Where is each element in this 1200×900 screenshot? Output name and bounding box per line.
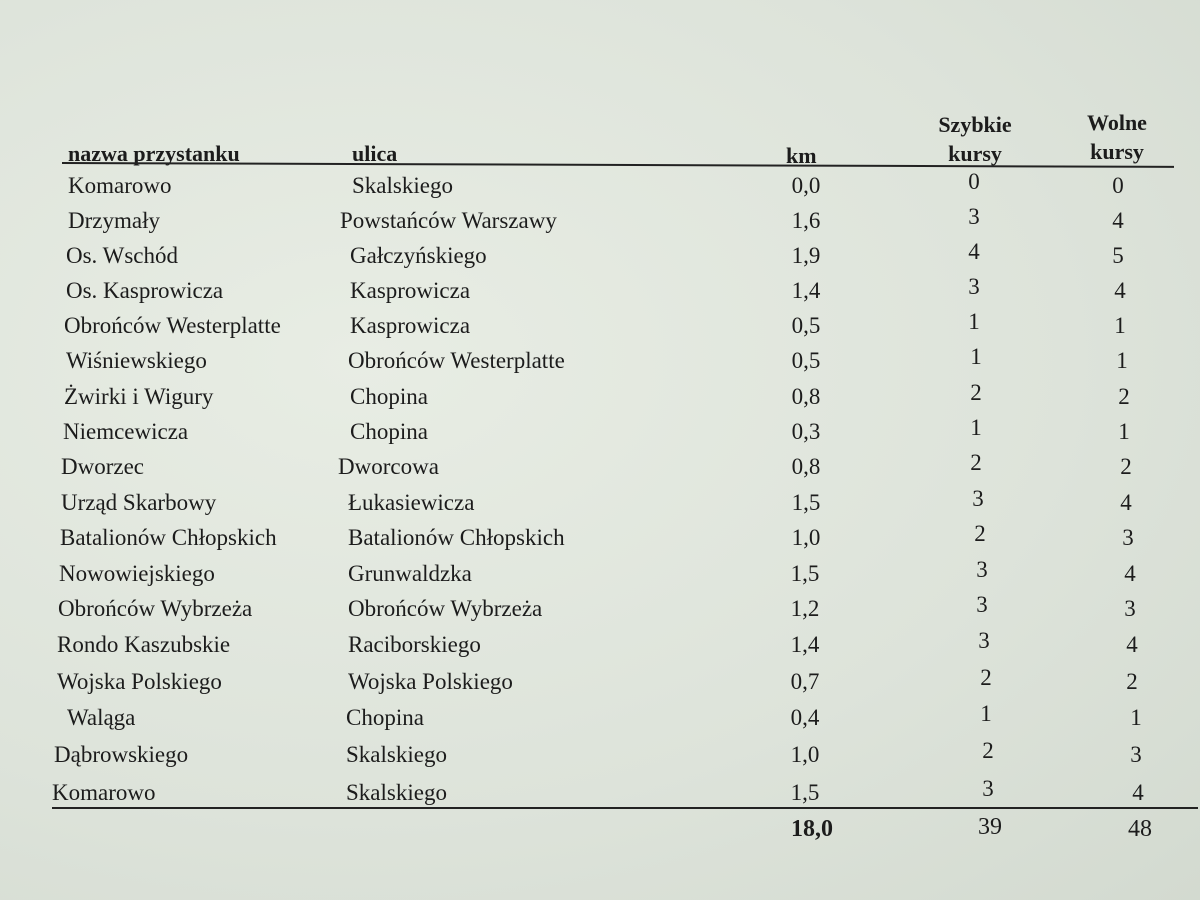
fast-trips-cell: 1 bbox=[968, 309, 980, 334]
fast-trips-cell: 2 bbox=[982, 738, 994, 763]
stop-name-cell: Os. Wschód bbox=[66, 243, 179, 268]
street-cell: Chopina bbox=[350, 384, 428, 409]
km-cell: 0,7 bbox=[790, 669, 820, 694]
header-street: ulica bbox=[352, 141, 398, 166]
stop-name-cell: Rondo Kaszubskie bbox=[57, 632, 231, 657]
fast-trips-cell: 3 bbox=[968, 274, 980, 299]
street-cell: Grunwaldzka bbox=[348, 561, 472, 586]
stop-name-cell: Drzymały bbox=[68, 208, 160, 233]
fast-trips-cell: 3 bbox=[978, 628, 990, 653]
km-cell: 1,4 bbox=[791, 278, 821, 303]
fast-trips-cell: 2 bbox=[974, 521, 986, 546]
slow-trips-cell: 3 bbox=[1122, 525, 1134, 550]
total-fast: 39 bbox=[978, 814, 1002, 840]
header-slow-line2: kursy bbox=[1090, 139, 1144, 164]
slow-trips-cell: 4 bbox=[1114, 278, 1126, 303]
fast-trips-cell: 2 bbox=[970, 450, 982, 475]
fast-trips-cell: 1 bbox=[970, 415, 982, 440]
slow-trips-cell: 1 bbox=[1118, 419, 1130, 444]
street-cell: Wojska Polskiego bbox=[348, 669, 513, 694]
header-slow-line1: Wolne bbox=[1087, 110, 1147, 135]
km-cell: 1,5 bbox=[791, 490, 821, 515]
fast-trips-cell: 3 bbox=[976, 557, 988, 582]
stop-name-cell: Waląga bbox=[67, 705, 136, 730]
total-km: 18,0 bbox=[791, 816, 833, 842]
stop-name-cell: Wojska Polskiego bbox=[57, 669, 222, 694]
street-cell: Skalskiego bbox=[352, 173, 453, 198]
fast-trips-cell: 2 bbox=[980, 665, 992, 690]
km-cell: 1,4 bbox=[790, 632, 820, 657]
slow-trips-cell: 2 bbox=[1126, 669, 1138, 694]
slow-trips-cell: 4 bbox=[1120, 490, 1132, 515]
slow-trips-cell: 4 bbox=[1126, 632, 1138, 657]
slow-trips-cell: 2 bbox=[1120, 454, 1132, 479]
street-cell: Powstańców Warszawy bbox=[340, 208, 557, 233]
stop-name-cell: Wiśniewskiego bbox=[66, 348, 207, 373]
slow-trips-cell: 3 bbox=[1130, 742, 1142, 767]
stop-name-cell: Obrońców Wybrzeża bbox=[58, 596, 253, 621]
street-cell: Obrońców Wybrzeża bbox=[348, 596, 543, 621]
slow-trips-cell: 3 bbox=[1124, 596, 1136, 621]
street-cell: Kasprowicza bbox=[350, 278, 471, 303]
slow-trips-cell: 5 bbox=[1112, 243, 1124, 268]
header-stop-name: nazwa przystanku bbox=[68, 141, 240, 166]
slow-trips-cell: 4 bbox=[1112, 208, 1124, 233]
stop-name-cell: Batalionów Chłopskich bbox=[60, 525, 277, 550]
total-slow: 48 bbox=[1128, 816, 1152, 842]
slow-trips-cell: 1 bbox=[1116, 348, 1128, 373]
km-cell: 0,4 bbox=[790, 705, 820, 730]
stop-name-cell: Żwirki i Wigury bbox=[64, 384, 214, 409]
slow-trips-cell: 0 bbox=[1112, 173, 1124, 198]
km-cell: 1,6 bbox=[791, 208, 821, 233]
km-cell: 1,9 bbox=[791, 243, 821, 268]
km-cell: 1,2 bbox=[790, 596, 820, 621]
slow-trips-cell: 1 bbox=[1130, 705, 1142, 730]
km-cell: 0,0 bbox=[791, 173, 821, 198]
fast-trips-cell: 3 bbox=[968, 204, 980, 229]
stop-name-cell: Dąbrowskiego bbox=[54, 742, 189, 767]
slow-trips-cell: 4 bbox=[1124, 561, 1136, 586]
fast-trips-cell: 4 bbox=[968, 239, 980, 264]
street-cell: Skalskiego bbox=[346, 780, 447, 805]
street-cell: Obrońców Westerplatte bbox=[348, 348, 565, 373]
fast-trips-cell: 3 bbox=[972, 486, 984, 511]
stop-name-cell: Urząd Skarbowy bbox=[61, 490, 217, 515]
fast-trips-cell: 0 bbox=[968, 169, 980, 194]
street-cell: Chopina bbox=[346, 705, 424, 730]
km-cell: 0,8 bbox=[791, 454, 821, 479]
street-cell: Batalionów Chłopskich bbox=[348, 525, 565, 550]
slow-trips-cell: 1 bbox=[1114, 313, 1126, 338]
slow-trips-cell: 4 bbox=[1132, 780, 1144, 805]
street-cell: Kasprowicza bbox=[350, 313, 471, 338]
street-cell: Skalskiego bbox=[346, 742, 447, 767]
street-cell: Łukasiewicza bbox=[348, 490, 475, 515]
km-cell: 0,5 bbox=[791, 348, 821, 373]
fast-trips-cell: 1 bbox=[970, 344, 982, 369]
km-cell: 0,8 bbox=[791, 384, 821, 409]
stop-name-cell: Komarowo bbox=[68, 173, 172, 198]
street-cell: Gałczyńskiego bbox=[350, 243, 487, 268]
km-cell: 0,5 bbox=[791, 313, 821, 338]
header-fast-line1: Szybkie bbox=[938, 112, 1012, 137]
stop-name-cell: Nowowiejskiego bbox=[59, 561, 215, 586]
stop-name-cell: Os. Kasprowicza bbox=[66, 278, 224, 303]
fast-trips-cell: 3 bbox=[976, 592, 988, 617]
street-cell: Chopina bbox=[350, 419, 428, 444]
km-cell: 1,0 bbox=[790, 742, 820, 767]
km-cell: 1,5 bbox=[790, 780, 820, 805]
km-cell: 1,5 bbox=[790, 561, 820, 586]
street-cell: Raciborskiego bbox=[348, 632, 481, 657]
fast-trips-cell: 3 bbox=[982, 776, 994, 801]
stop-name-cell: Obrońców Westerplatte bbox=[64, 313, 281, 338]
stop-name-cell: Niemcewicza bbox=[63, 419, 189, 444]
street-cell: Dworcowa bbox=[338, 454, 439, 479]
fast-trips-cell: 1 bbox=[980, 701, 992, 726]
slow-trips-cell: 2 bbox=[1118, 384, 1130, 409]
km-cell: 0,3 bbox=[791, 419, 821, 444]
stop-name-cell: Dworzec bbox=[61, 454, 145, 479]
km-cell: 1,0 bbox=[791, 525, 821, 550]
stop-name-cell: Komarowo bbox=[52, 780, 156, 805]
fast-trips-cell: 2 bbox=[970, 380, 982, 405]
header-km: km bbox=[786, 143, 817, 168]
footer-rule bbox=[52, 807, 1198, 809]
header-fast-line2: kursy bbox=[948, 141, 1002, 166]
